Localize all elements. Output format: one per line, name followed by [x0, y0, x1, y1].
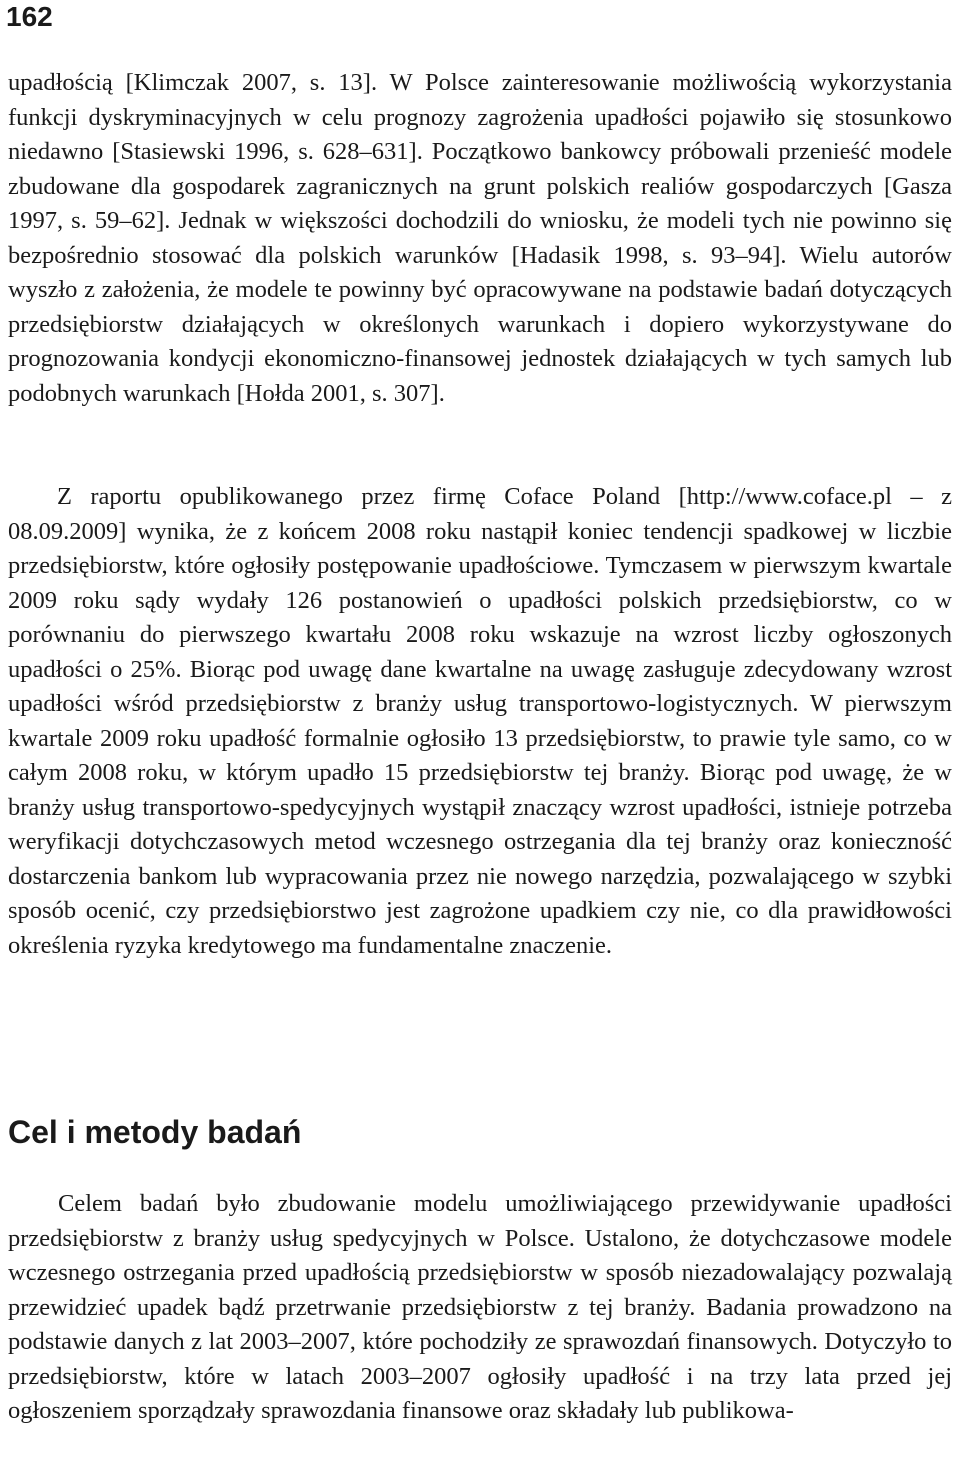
page-number: 162 [6, 1, 53, 32]
body-paragraph-2: Z raportu opublikowanego przez firmę Coface Poland [http://www.coface.pl – z 08.09.2009] wynika, że z końcem 2008 roku nastąpił koniec tendencji spadkowej w liczbie przedsiębiorstw, które ogłosiły postępowanie upadłościowe. Tymczasem w pierwszym kwartale 2009 roku sądy wydały 126 postanowień o upadłości polskich przedsiębiorstw, co w porównaniu do pierwszego kwartału 2008 roku wskazuje na wzrost liczby ogłoszonych upadłości o 25%. Biorąc pod uwagę dane kwartalne na uwagę zasługuje zdecydowany wzrost upadłości wśród przedsiębiorstw z branży usług transportowo-logistycznych. W pierwszym kwartale 2009 roku upadłość formalnie ogłosiło 13 przedsiębiorstw, to prawie tyle samo, co w całym 2008 roku, w którym upadło 15 przedsiębiorstw tej branży. Biorąc pod uwagę, że w branży usług transportowo-spedycyjnych wystąpił znaczący wzrost upadłości, istnieje potrzeba weryfikacji dotychczasowych metod wczesnego ostrzegania dla tej branży oraz konieczność dostarczenia bankom lub wypracowania przez nie nowego narzędzia, pozwalającego w szybki sposób ocenić, czy przedsiębiorstwo jest zagrożone upadkiem czy nie, co dla prawidłowości określenia ryzyka kredytowego ma fundamentalne znaczenie. [8, 483, 952, 959]
body-paragraph-1: upadłością [Klimczak 2007, s. 13]. W Polsce zainteresowanie możliwością wykorzystania funkcji dyskryminacyjnych w celu prognozy zagrożenia upadłości pojawiło się stosunkowo niedawno [Stasiewski 1996, s. 628–631]. Początkowo bankowcy próbowali przenieść modele zbudowane dla gospodarek zagranicznych na grunt polskich realiów gospodarczych [Gasza 1997, s. 59–62]. Jednak w większości dochodzili do wniosku, że modeli tych nie powinno się bezpośrednio stosować dla polskich warunków [Hadasik 1998, s. 93–94]. Wielu autorów wyszło z założenia, że modele te powinny być opracowywane na podstawie badań dotyczących przedsiębiorstw działających w określonych warunkach i dopiero wykorzystywane do prognozowania kondycji ekonomiczno-finansowej jednostek działających w tych samych lub podobnych warunkach [Hołda 2001, s. 307]. [8, 69, 952, 407]
section-paragraph: Celem badań było zbudowanie modelu umożliwiającego przewidywanie upadłości przedsiębiorstw z branży usług spedycyjnych w Polsce. Ustalono, że dotychczasowe modele wczesnego ostrzegania przed upadłością przedsiębiorstw w sposób niezadowalający pozwalają przewidzieć upadek bądź przetrwanie przedsiębiorstw z tej branży. Badania prowadzono na podstawie danych z lat 2003–2007, które pochodziły ze sprawozdań finansowych. Dotyczyło to przedsiębiorstw, które w latach 2003–2007 ogłosiły upadłość i na trzy lata przed jej ogłoszeniem sporządzały sprawozdania finansowe oraz składały lub publikowa- [8, 1190, 952, 1424]
section-heading: Cel i metody badań [8, 1114, 302, 1150]
